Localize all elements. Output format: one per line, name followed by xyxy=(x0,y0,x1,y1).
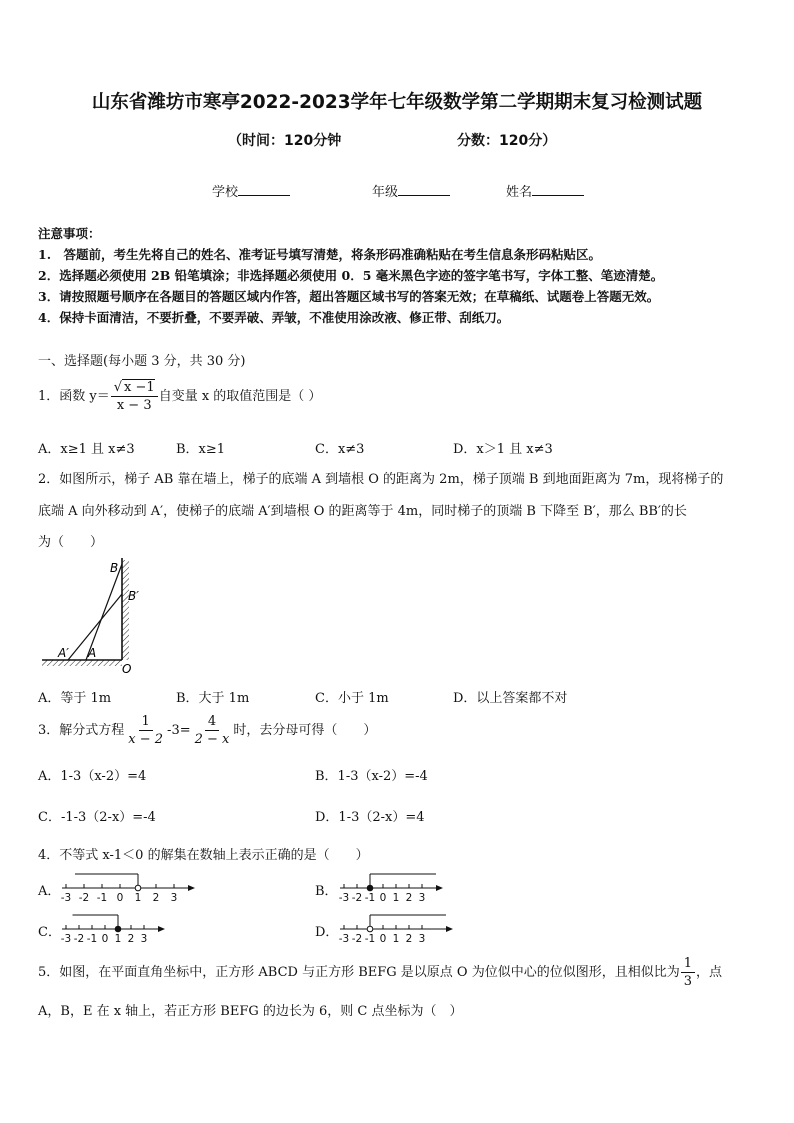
school-field xyxy=(212,181,290,200)
label-a: A xyxy=(88,646,97,660)
tick-label: 1 xyxy=(392,892,400,904)
tick-label: -1 xyxy=(364,933,376,945)
q3-mid: -3= xyxy=(167,723,191,738)
school-label: 学校 xyxy=(212,185,239,200)
tick-label: 1 xyxy=(392,933,400,945)
note-item: 1. 答题前，考生先将自己的姓名、准考证号填写清楚，将条形码准确粘贴在考生信息条形码粘贴区。 xyxy=(38,247,602,262)
axis-arrow xyxy=(188,885,195,891)
q5-tail: ，点 xyxy=(696,965,723,980)
q4-letter-a: A． xyxy=(38,884,61,899)
q3-option-a: A．1-3（x-2）=4 xyxy=(38,769,147,784)
section-heading: 一、选择题(每小题 3 分，共 30 分) xyxy=(38,354,246,369)
tick-label: -2 xyxy=(351,933,363,945)
tick-label: -2 xyxy=(78,892,90,904)
q1-prefix: 1．函数 y＝ xyxy=(38,389,110,404)
closed-point xyxy=(115,926,121,932)
label-bprime: B′ xyxy=(128,589,139,603)
tick-label: 0 xyxy=(379,892,387,904)
q4-stem: 4．不等式 x-1＜0 的解集在数轴上表示正确的是（ ） xyxy=(38,848,369,863)
exam-score: 分数：120分） xyxy=(457,133,557,149)
tick-label: -2 xyxy=(73,933,85,945)
q3-suffix: 时，去分母可得（ ） xyxy=(233,723,377,738)
tick-label: -2 xyxy=(351,892,363,904)
open-point xyxy=(135,885,141,891)
q2-line-2: 底端 A 向外移动到 A′，使梯子的底端 A′到墙根 O 的距离等于 4m，同时梯子的顶端 B 下降至 B′，那么 BB′的长 xyxy=(38,504,687,519)
grade-blank xyxy=(398,183,450,196)
tick-label: -1 xyxy=(96,892,108,904)
number-line-d xyxy=(336,909,466,945)
grade-field xyxy=(372,181,450,200)
ladder-diagram xyxy=(38,556,158,678)
q3-option-d: D．1-3（2-x）=4 xyxy=(315,810,425,825)
label-aprime: A′ xyxy=(58,646,69,660)
number-line-c xyxy=(58,909,178,945)
closed-point xyxy=(367,885,373,891)
name-label: 姓名 xyxy=(506,185,533,200)
notes-heading: 注意事项： xyxy=(38,226,101,241)
tick-label: 1 xyxy=(134,892,142,904)
tick-label: -1 xyxy=(364,892,376,904)
label-o: O xyxy=(122,662,132,676)
q5-line-2: A，B，E 在 x 轴上，若正方形 BEFG 的边长为 6，则 C 点坐标为（ ） xyxy=(38,1004,463,1019)
note-item: 4．保持卡面清洁，不要折叠，不要弄破、弄皱，不准使用涂改液、修正带、刮纸刀。 xyxy=(38,310,510,325)
tick-label: 3 xyxy=(170,892,178,904)
note-item: 3．请按照题号顺序在各题目的答题区域内作答，超出答题区域书写的答案无效；在草稿纸、试题卷上答题无效。 xyxy=(38,289,660,304)
question-3 xyxy=(38,713,376,748)
q2-option-d: D．以上答案都不对 xyxy=(453,691,568,706)
open-point xyxy=(367,926,373,932)
question-1 xyxy=(38,379,321,414)
tick-label: 2 xyxy=(127,933,135,945)
q5-ratio: $\frac{1}{3}$ xyxy=(681,955,695,990)
ground-hatch xyxy=(42,660,122,666)
number-line-b xyxy=(336,868,456,904)
q3-fraction-2: $\frac{4}{2 - x}$ xyxy=(194,714,230,747)
wall-hatch xyxy=(122,560,129,660)
tick-label: 2 xyxy=(405,892,413,904)
axis-arrow xyxy=(436,885,443,891)
q3-option-b: B．1-3（x-2）=-4 xyxy=(315,769,428,784)
tick-label: 3 xyxy=(140,933,148,945)
tick-label: 0 xyxy=(116,892,124,904)
q2-option-b: B．大于 1m xyxy=(176,691,250,706)
tick-label: 3 xyxy=(418,892,426,904)
q1-numerator: √ x −1 xyxy=(111,379,158,397)
name-blank xyxy=(532,183,584,196)
q1-option-c: C．x≠3 xyxy=(315,442,365,457)
q4-letter-b: B． xyxy=(315,884,338,899)
question-5 xyxy=(38,955,722,990)
tick-label: 2 xyxy=(405,933,413,945)
tick-label: -3 xyxy=(338,892,350,904)
q4-letter-d: D． xyxy=(315,925,339,940)
note-item: 2．选择题必须使用 2B 铅笔填涂；非选择题必须使用 0．5 毫米黑色字迹的签字笔书写，字体工整、笔迹清楚。 xyxy=(38,268,664,283)
q3-fraction-1: $\frac{1}{x - 2}$ xyxy=(128,714,164,747)
tick-label: 2 xyxy=(152,892,160,904)
axis-arrow xyxy=(158,926,165,932)
q1-fraction xyxy=(111,379,158,414)
tick-label: -3 xyxy=(60,933,72,945)
tick-label: 0 xyxy=(101,933,109,945)
grade-label: 年级 xyxy=(372,185,399,200)
q1-suffix: 自变量 x 的取值范围是（ ） xyxy=(158,389,322,404)
tick-label: 0 xyxy=(379,933,387,945)
tick-label: -3 xyxy=(60,892,72,904)
q3-prefix: 3．解分式方程 xyxy=(38,723,125,738)
number-line-a xyxy=(58,868,198,904)
exam-time: （时间：120分钟 xyxy=(228,133,342,149)
q2-line-1: 2．如图所示，梯子 AB 靠在墙上，梯子的底端 A 到墙根 O 的距离为 2m，梯子顶端 B 到地面距离为 7m，现将梯子的 xyxy=(38,472,724,487)
q1-option-d: D．x＞1 且 x≠3 xyxy=(453,442,553,457)
q2-option-a: A．等于 1m xyxy=(38,691,112,706)
q2-line-3: 为（ ） xyxy=(38,535,104,550)
q1-option-b: B．x≥1 xyxy=(176,442,226,457)
q2-option-c: C．小于 1m xyxy=(315,691,389,706)
page-title: 山东省潍坊市寒亭2022-2023学年七年级数学第二学期期末复习检测试题 xyxy=(91,92,703,113)
school-blank xyxy=(238,183,290,196)
tick-label: -3 xyxy=(338,933,350,945)
q4-letter-c: C． xyxy=(38,925,61,940)
q1-option-a: A．x≥1 且 x≠3 xyxy=(38,442,135,457)
name-field xyxy=(506,181,584,200)
q3-option-c: C．-1-3（2-x）=-4 xyxy=(38,810,156,825)
axis-arrow xyxy=(446,926,453,932)
tick-label: 3 xyxy=(418,933,426,945)
label-b: B xyxy=(110,561,119,575)
q5-prefix: 5．如图，在平面直角坐标中，正方形 ABCD 与正方形 BEFG 是以原点 O 为位似中心的位似图形，且相似比为 xyxy=(38,965,680,980)
tick-label: 1 xyxy=(114,933,122,945)
tick-label: -1 xyxy=(86,933,98,945)
q1-denominator: x − 3 xyxy=(116,398,152,413)
